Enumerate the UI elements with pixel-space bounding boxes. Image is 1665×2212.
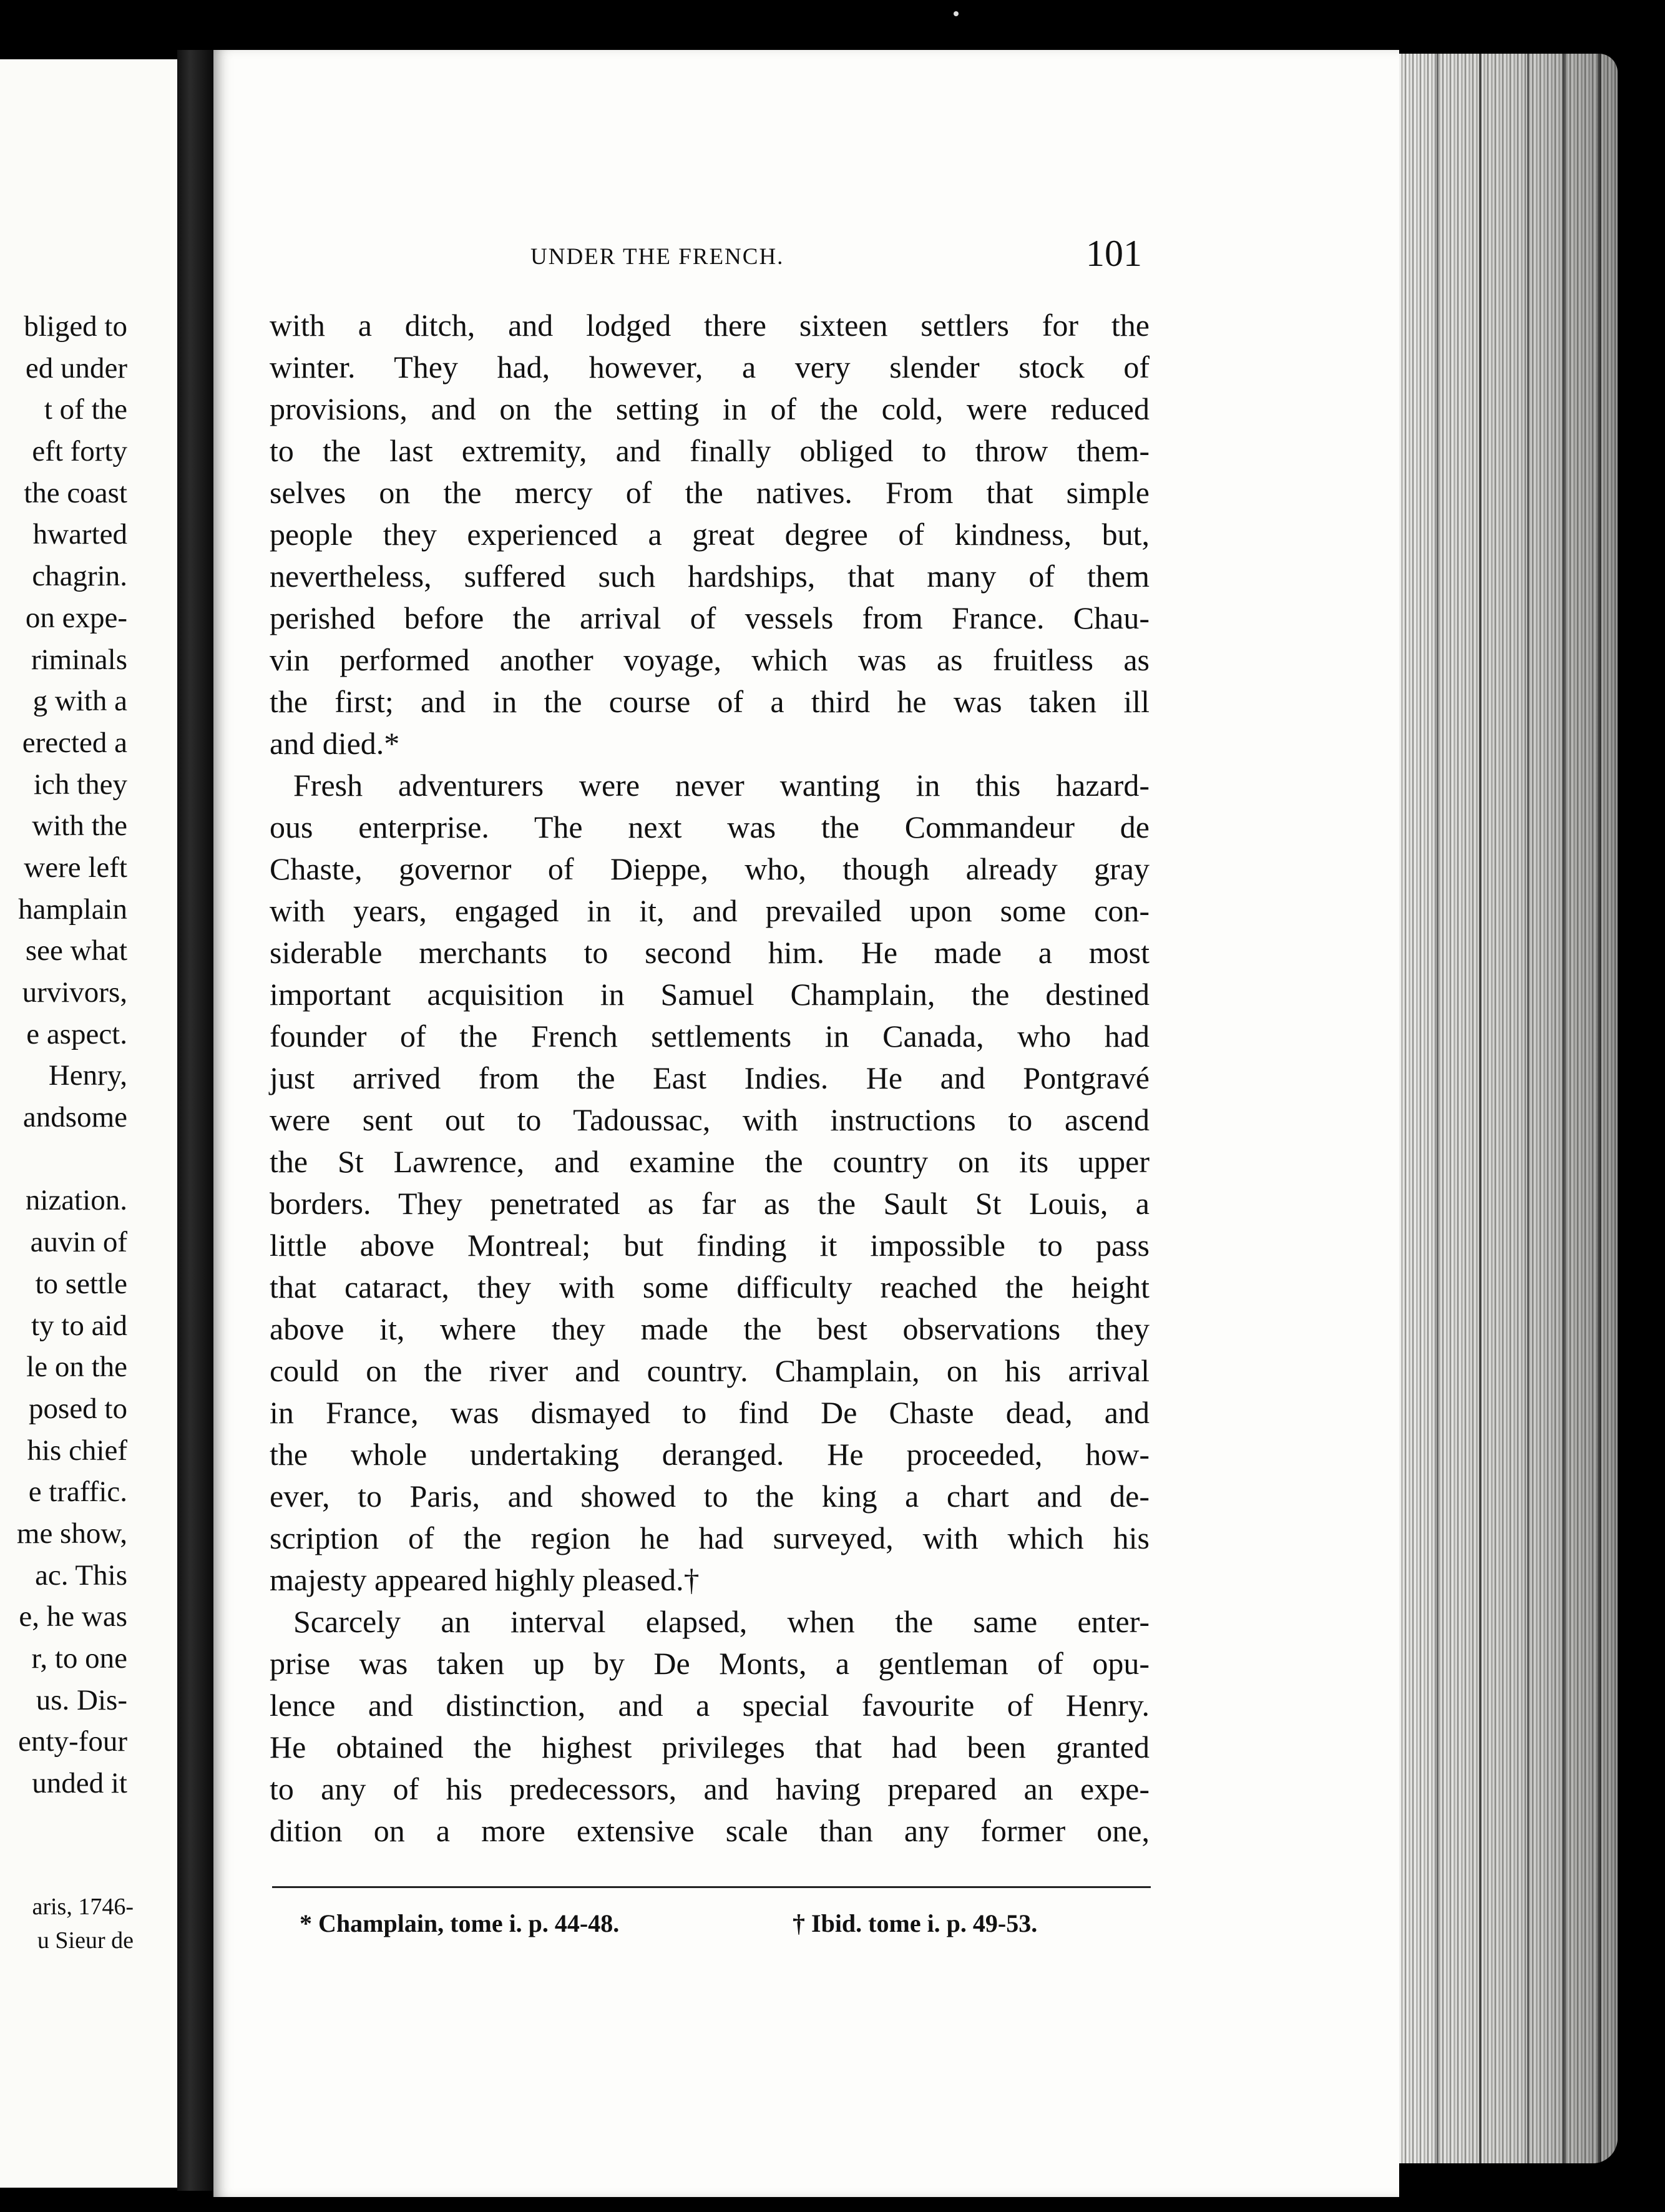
text-line: winter. They had, however, a very slender stock of [270,350,1150,384]
text-line: scription of the region he had surveyed, with which his [270,1520,1150,1555]
text-line: and died.* [270,726,400,761]
text-line: the first; and in the course of a third he was taken ill [270,684,1150,719]
text-line: perished before the arrival of vessels from France. Chau- [270,600,1150,635]
left-text-line: us. Dis- [36,1683,127,1716]
text-line: majesty appeared highly pleased.† [270,1562,700,1597]
left-text-line: chagrin. [32,560,127,593]
left-text-line: on expe- [25,601,127,634]
text-line: He obtained the highest privileges that had been granted [270,1730,1150,1764]
left-text-line: e traffic. [28,1475,127,1509]
left-text-line: to settle [35,1267,127,1300]
left-text-line: nization. [25,1184,127,1217]
left-footnote-line: u Sieur de [37,1927,134,1954]
left-footnote-line: aris, 1746- [32,1894,134,1920]
text-line: siderable merchants to second him. He made a most [270,935,1150,970]
footnote-2: † Ibid. tome i. p. 49-53. [793,1909,1038,1937]
left-text-line: see what [25,934,127,967]
text-line: provisions, and on the setting in of the cold, were reduced [270,391,1150,426]
left-text-line: ty to aid [31,1309,127,1342]
left-text-line: eft forty [32,435,127,468]
body-text [270,305,1150,1852]
scan-speck [954,11,959,16]
page-edges [1399,54,1618,2163]
text-line: with a ditch, and lodged there sixteen settlers for the [270,308,1150,343]
text-line: in France, was dismayed to find De Chaste dead, and [270,1395,1150,1430]
text-line: lence and distinction, and a special favourite of Henry. [270,1688,1150,1723]
text-line: just arrived from the East Indies. He and Pontgravé [270,1060,1150,1095]
left-text-line: enty-four [18,1725,127,1758]
text-line: prise was taken up by De Monts, a gentleman of opu- [270,1646,1150,1681]
left-text-line: bliged to [24,310,127,343]
left-page-footnotes [0,1890,134,1957]
text-line: vin performed another voyage, which was as fruitless as [270,642,1150,677]
text-line: with years, engaged in it, and prevailed upon some con- [270,893,1150,928]
text-line: little above Montreal; but finding it impossible to pass [270,1228,1150,1263]
text-line: dition on a more extensive scale than any former one, [270,1813,1150,1848]
left-text-line: riminals [31,643,127,676]
left-page [0,59,177,2188]
left-text-line: ed under [25,351,127,384]
text-line: the St Lawrence, and examine the country on its upper [270,1144,1150,1179]
left-page-text [0,306,127,1804]
text-line: founder of the French settlements in Canada, who had [270,1019,1150,1054]
text-line: ous enterprise. The next was the Commandeur de [270,810,1150,844]
text-line: could on the river and country. Champlain, on his arrival [270,1353,1150,1388]
left-text-line: g with a [32,685,127,718]
left-text-line: were left [24,851,127,884]
left-text-line: ac. This [35,1559,127,1592]
left-text-line: me show, [16,1517,127,1550]
text-line: ever, to Paris, and showed to the king a chart and de- [270,1479,1150,1514]
footnote-1: * Champlain, tome i. p. 44-48. [300,1909,620,1937]
text-line: the whole undertaking deranged. He proceeded, how- [270,1437,1150,1472]
text-line: that cataract, they with some difficulty reached the height [270,1270,1150,1304]
left-text-line: le on the [26,1351,127,1384]
left-text-line: t of the [44,393,127,426]
left-text-line: hwarted [32,518,127,551]
left-text-line: the coast [24,476,127,509]
text-line: to the last extremity, and finally obliged to throw them- [270,433,1150,468]
book-gutter [177,50,213,2191]
text-line: nevertheless, suffered such hardships, that many of them [270,559,1150,594]
page-number: 101 [1086,233,1142,274]
left-text-line: ich they [33,768,127,801]
left-text-line: e aspect. [26,1017,127,1050]
left-text-line: erected a [22,726,127,759]
text-line: above it, where they made the best observations they [270,1311,1150,1346]
text-line: Scarcely an interval elapsed, when the same enter- [293,1604,1150,1639]
left-text-line: with the [32,810,127,843]
text-line: were sent out to Tadoussac, with instructions to ascend [270,1102,1150,1137]
footnote-rule [272,1886,1151,1888]
left-text-line: auvin of [30,1226,127,1259]
text-line: borders. They penetrated as far as the Sault St Louis, a [270,1186,1150,1221]
text-line: Fresh adventurers were never wanting in this hazard- [293,768,1150,803]
text-line: to any of his predecessors, and having prepared an expe- [270,1771,1150,1806]
left-text-line: r, to one [31,1642,127,1675]
left-text-line: Henry, [48,1059,127,1092]
text-line: people they experienced a great degree of kindness, but, [270,517,1150,552]
left-text-line: e, he was [19,1600,127,1633]
left-text-line: unded it [32,1767,127,1800]
left-text-line [0,1138,127,1180]
left-text-line: hamplain [18,893,127,926]
left-text-line: andsome [22,1101,127,1134]
left-text-line: his chief [27,1434,127,1467]
text-line: Chaste, governor of Dieppe, who, though already gray [270,851,1150,886]
text-line: important acquisition in Samuel Champlain, the destined [270,977,1150,1012]
left-text-line: posed to [29,1392,127,1425]
running-head: UNDER THE FRENCH. [530,244,784,270]
text-line: selves on the mercy of the natives. From that simple [270,475,1150,510]
left-text-line: urvivors, [22,976,127,1009]
